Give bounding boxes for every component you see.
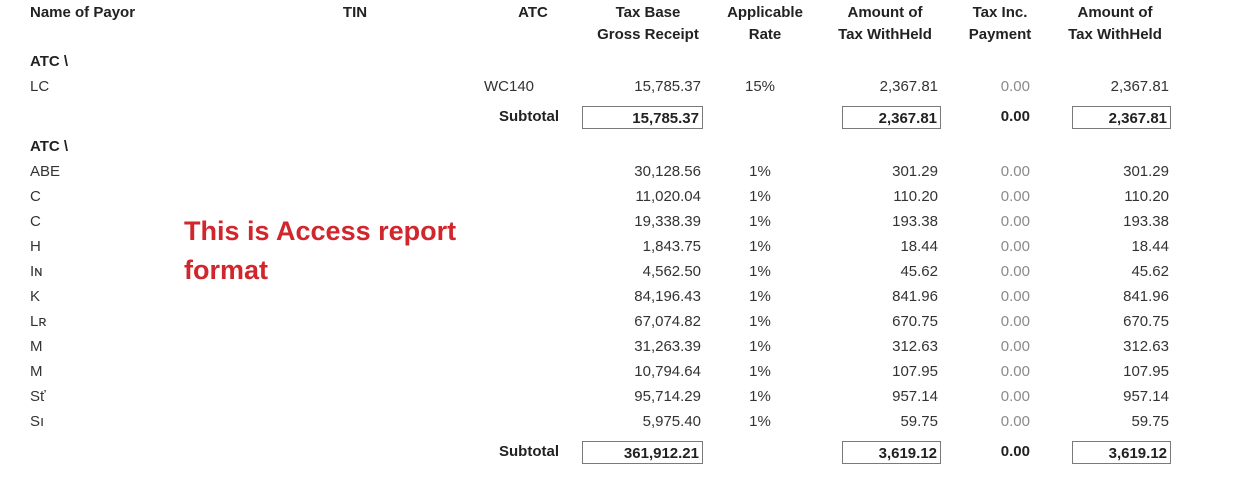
withheld-value: 957.14 [892, 388, 938, 405]
inc-payment-value: 0.00 [1000, 288, 1030, 305]
inc-payment-value: 0.00 [1000, 313, 1030, 330]
rate-value: 1% [749, 163, 771, 180]
tax-base-value: 15,785.37 [634, 78, 701, 95]
withheld-value: 670.75 [892, 313, 938, 330]
header-total-line2: Tax WithHeld [1068, 26, 1162, 43]
header-withheld-line1: Amount of [847, 4, 923, 21]
total-withheld-value: 107.95 [1123, 363, 1169, 380]
tax-base-value: 31,263.39 [634, 338, 701, 355]
subtotal-tax-base: 15,785.37 [582, 106, 703, 129]
subtotal-total-withheld: 2,367.81 [1072, 106, 1171, 129]
rate-value: 1% [749, 388, 771, 405]
rate-value: 1% [749, 338, 771, 355]
withheld-value: 301.29 [892, 163, 938, 180]
tax-base-value: 30,128.56 [634, 163, 701, 180]
rate-value: 15% [744, 78, 776, 95]
total-withheld-value: 59.75 [1131, 413, 1169, 430]
atc-code: WC140 [484, 78, 535, 95]
rate-value: 1% [749, 288, 771, 305]
total-withheld-value: 841.96 [1123, 288, 1169, 305]
header-inc-line1: Tax Inc. [972, 4, 1028, 21]
total-withheld-value: 18.44 [1131, 238, 1169, 255]
inc-payment-value: 0.00 [1000, 388, 1030, 405]
tax-base-value: 67,074.82 [634, 313, 701, 330]
payor-name: K [30, 288, 41, 305]
total-withheld-value: 193.38 [1123, 213, 1169, 230]
total-withheld-value: 670.75 [1123, 313, 1169, 330]
inc-payment-value: 0.00 [1000, 213, 1030, 230]
tax-base-value: 1,843.75 [642, 238, 701, 255]
inc-payment-value: 0.00 [1000, 413, 1030, 430]
tax-base-value: 4,562.50 [642, 263, 701, 280]
payor-name: Sť [30, 388, 46, 405]
total-withheld-value: 45.62 [1131, 263, 1169, 280]
tax-base-value: 84,196.43 [634, 288, 701, 305]
header-tax-base-line1: Tax Base [615, 4, 681, 21]
subtotal-total-withheld: 3,619.12 [1072, 441, 1171, 464]
payor-name: LC [30, 78, 50, 95]
withheld-value: 110.20 [893, 188, 938, 205]
total-withheld-value: 312.63 [1123, 338, 1169, 355]
payor-name: H [30, 238, 41, 255]
tax-base-value: 19,338.39 [634, 213, 701, 230]
inc-payment-value: 0.00 [1000, 338, 1030, 355]
group-label: ATC \ [30, 138, 69, 155]
withheld-value: 312.63 [892, 338, 938, 355]
withheld-value: 45.62 [900, 263, 938, 280]
header-rate-line1: Applicable [727, 4, 803, 21]
header-tax-base-line2: Gross Receipt [597, 26, 699, 43]
withheld-value: 193.38 [892, 213, 938, 230]
header-tin: TIN [342, 4, 368, 21]
header-withheld-line2: Tax WithHeld [838, 26, 932, 43]
subtotal-label: Subtotal [499, 108, 559, 125]
tax-base-value: 10,794.64 [634, 363, 701, 380]
rate-value: 1% [749, 413, 771, 430]
tax-base-value: 5,975.40 [642, 413, 701, 430]
header-amount-withheld-total [1055, 2, 1175, 46]
rate-value: 1% [749, 263, 771, 280]
inc-payment-value: 0.00 [1000, 363, 1030, 380]
header-inc-line2: Payment [968, 26, 1032, 43]
withheld-value: 107.95 [892, 363, 938, 380]
subtotal-withheld: 3,619.12 [842, 441, 941, 464]
total-withheld-value: 2,367.81 [1110, 78, 1169, 95]
payor-name: ABE [30, 163, 61, 180]
total-withheld-value: 301.29 [1123, 163, 1169, 180]
payor-name: C [30, 188, 41, 205]
header-total-line1: Amount of [1077, 4, 1153, 21]
group-label: ATC \ [30, 53, 69, 70]
header-tax-base [585, 2, 711, 46]
withheld-value: 18.44 [900, 238, 938, 255]
rate-value: 1% [749, 238, 771, 255]
header-rate-line2: Rate [748, 26, 782, 43]
payor-name: Lʀ [30, 313, 47, 330]
subtotal-label: Subtotal [499, 443, 559, 460]
inc-payment-value: 0.00 [1000, 163, 1030, 180]
header-name-of-payor: Name of Payor [30, 4, 136, 21]
withheld-value: 59.75 [900, 413, 938, 430]
subtotal-inc-payment: 0.00 [1000, 108, 1030, 125]
total-withheld-value: 110.20 [1124, 188, 1169, 205]
rate-value: 1% [749, 313, 771, 330]
subtotal-tax-base: 361,912.21 [582, 441, 703, 464]
total-withheld-value: 957.14 [1123, 388, 1169, 405]
payor-name: Sı [30, 413, 45, 430]
inc-payment-value: 0.00 [1000, 188, 1030, 205]
annotation-note: This is Access report format [184, 216, 457, 285]
payor-name: Μ [30, 363, 43, 380]
rate-value: 1% [749, 213, 771, 230]
rate-value: 1% [749, 363, 771, 380]
tax-base-value: 11,020.04 [635, 188, 701, 205]
header-atc: ATC [518, 4, 548, 21]
rate-value: 1% [749, 188, 771, 205]
inc-payment-value: 0.00 [1000, 238, 1030, 255]
tax-base-value: 95,714.29 [634, 388, 701, 405]
payor-name: C [30, 213, 41, 230]
withheld-value: 2,367.81 [879, 78, 938, 95]
withheld-value: 841.96 [892, 288, 938, 305]
header-tax-inc-payment [955, 2, 1045, 46]
inc-payment-value: 0.00 [1000, 78, 1030, 95]
header-amount-withheld [825, 2, 945, 46]
payor-name: Μ [30, 338, 43, 355]
header-applicable-rate [715, 2, 815, 46]
inc-payment-value: 0.00 [1000, 263, 1030, 280]
subtotal-withheld: 2,367.81 [842, 106, 941, 129]
payor-name: Iɴ [30, 263, 43, 280]
subtotal-inc-payment: 0.00 [1000, 443, 1030, 460]
